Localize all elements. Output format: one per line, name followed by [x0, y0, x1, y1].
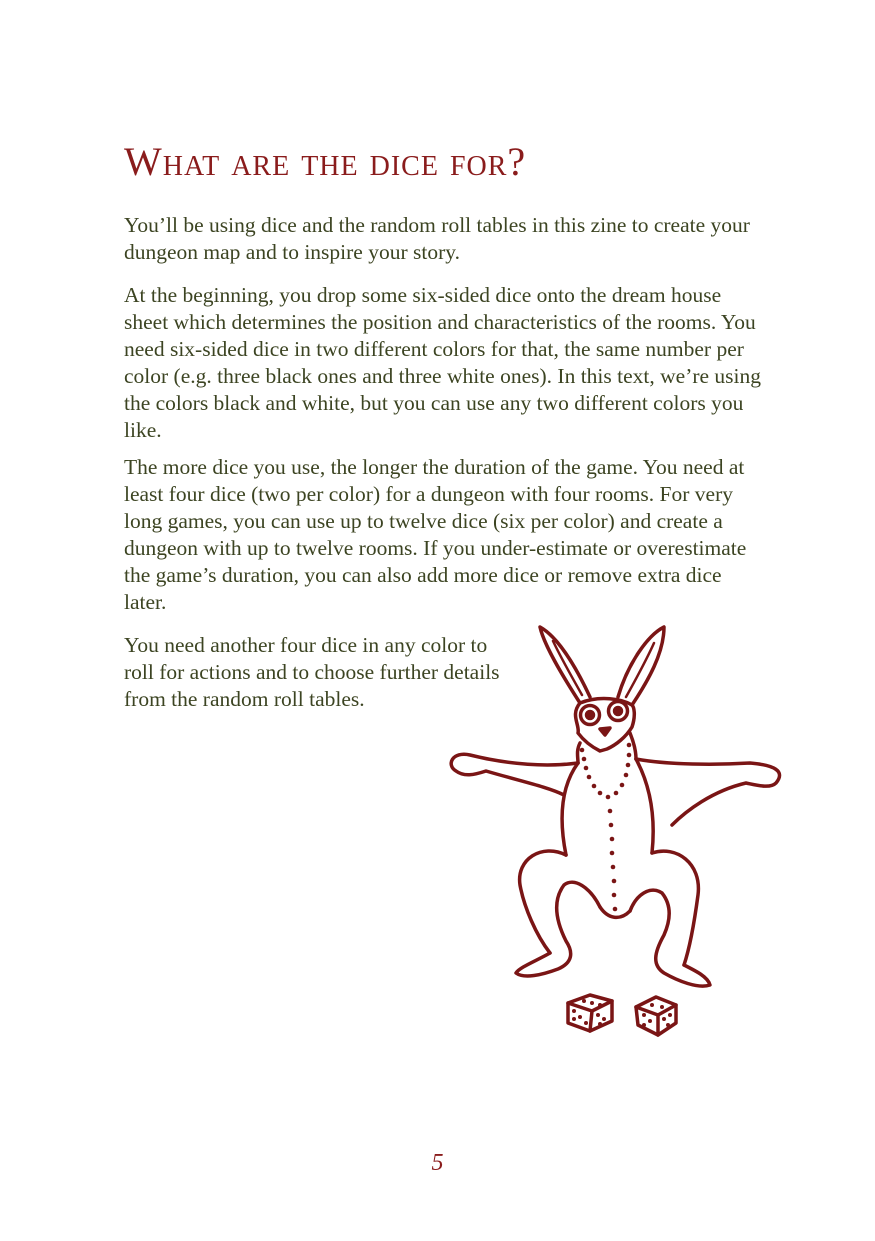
- paragraph-1: You’ll be using dice and the random roll tables in this zine to create your dungeon map and to inspire your story.: [124, 213, 750, 264]
- paragraph-3: The more dice you use, the longer the duration of the game. You need at least four dice (two per color) for a dungeon with four rooms. For very long games, you can use up to twelve dice (six per color) and create a dungeon with up to twelve rooms. If you under-estimate or overestimate the game’s duration, you can also add more dice or remove extra dice later.: [124, 455, 747, 614]
- paragraph-4: You need another four dice in any color to roll for actions and to choose further details from the random roll tables.: [124, 633, 500, 711]
- page-heading: What are the dice for?: [124, 139, 527, 184]
- kangaroo-with-dice-icon: [440, 615, 790, 1045]
- page-number: 5: [431, 1150, 444, 1176]
- paragraph-2: At the beginning, you drop some six-sided dice onto the dream house sheet which determines the position and characteristics of the rooms. You need six-sided dice in two different colors for that, the same number per color (e.g. three black ones and three white ones). In this text, we’re using the colors black and white, but you can use any two different colors you like.: [124, 283, 762, 442]
